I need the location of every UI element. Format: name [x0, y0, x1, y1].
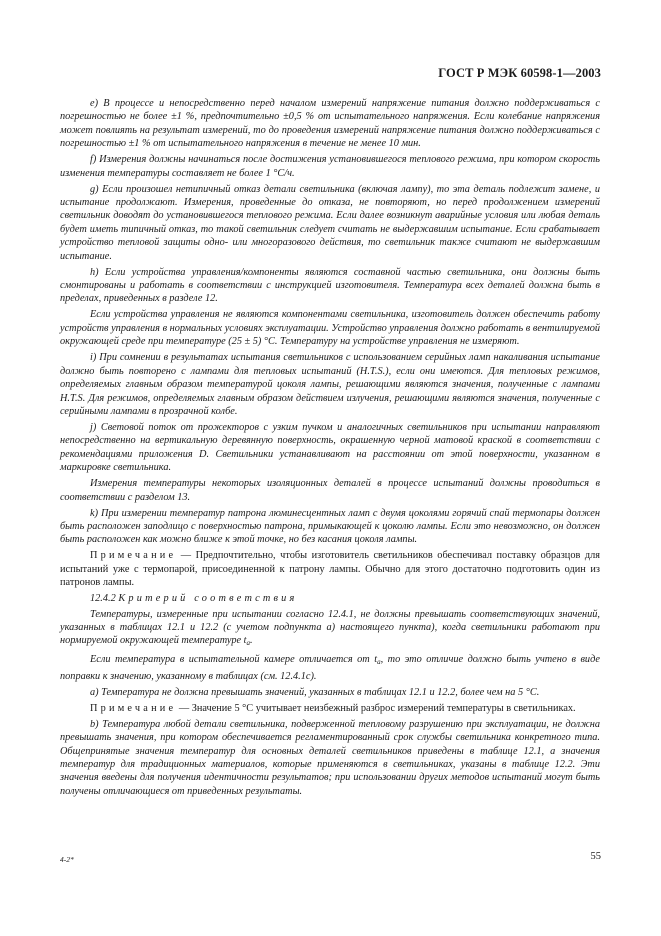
document-body — [60, 97, 600, 801]
note-tolerance — [60, 702, 600, 715]
section-number: 12.4.2 — [90, 593, 116, 605]
paragraph-i: i) При сомнении в результатах испытания светильников с использованием серийных ламп накаливания испытание должно быть повторено с лампами для тепловых испытаний (H.T.S.), если они имеются. Для тепловых режимов, определяемых главным образом температурой цоколя лампы, решающими являются значения, полученные с лампами H.T.S. Для режимов, определяемых главным образом действием излучения, решающими являются значения, полученные с серийными лампами в прозрачной колбе. — [60, 352, 600, 417]
paragraph-k: k) При измерении температур патрона люминесцентных ламп с двумя цоколями горячий спай термопары должен быть расположен заподлицо с поверхностью патрона, примыкающей к цоколю лампы. Если это невозможно, он должен быть расположен как можно ближе к этой точке, но без касания цоколя лампы. — [60, 507, 600, 546]
paragraph-b: b) Температура любой детали светильника, подверженной тепловому разрушению при эксплуатации, не должна превышать значения, при котором обеспечивается регламентированный срок службы светильника конкретного типа. Общепринятые значения температур для основных деталей светильников приведены в таблице 12.1, а значения температур для традиционных материалов, которые применяются в светильниках, указаны в таблице 12.2. Эти значения введены для получения идентичности результатов; при использовании других методов испытаний могут быть получены отличающиеся от приведенных результаты. — [60, 718, 600, 797]
page-number: 55 — [590, 851, 601, 862]
paragraph-control-gear: Если устройства управления не являются компонентами светильника, изготовитель должен обеспечить работу устройств управления в нормальных условиях эксплуатации. Устройство управления должно работать в вентилируемой окружающей среде при температуре (25 ± 5) °С. Температуру на устройстве управления не измеряют. — [60, 309, 600, 348]
criterion-subscript: a — [246, 639, 251, 648]
paragraph-j: j) Световой поток от прожекторов с узким пучком и аналогичных светильников при испытании направляют непосредственно на вертикальную деревянную поверхность, окрашенную черной матовой краской в соответствии с рекомендациями приложения D. Светильники устанавливают на расстоянии от этой поверхности, указанном в маркировке светильника. — [60, 421, 600, 474]
paragraph-e: е) В процессе и непосредственно перед началом измерений напряжение питания должно поддерживаться с погрешностью не более ±1 %, предпочтительно ±0,5 % от испытательного напряжения. Если колебание напряжения может повлиять на результат измерений, то до проведения измерений напряжение питания должно поддерживаться с погрешностью ±1 % от испытательного напряжения в течение не менее 10 мин. — [60, 98, 600, 150]
chamber-text-a: Если температура в испытательной камере отличается от t — [90, 654, 378, 666]
chamber-text-b: , то это отличие должно быть учтено в виде поправки к значению, указанному в таблицах (см. 12.4.1с). — [60, 654, 600, 682]
chamber-subscript: a — [377, 658, 381, 667]
note-label: Примечание — [90, 550, 177, 562]
note-text: — Значение 5 °С учитывает неизбежный разброс измерений температуры в светильниках. — [176, 702, 576, 714]
note-thermocouple — [60, 549, 600, 589]
paragraph-criterion: Температуры, измеренные при испытании согласно 12.4.1, не должны превышать соответствующих значений, указанных в таблицах 12.1 и 12.2 (с учетом подпункта а) настоящего пункта), когда светильники работают при нормируемой окружающей температуре $t_a$. — [60, 608, 600, 648]
paragraph-chamber — [60, 653, 600, 683]
criterion-text: Температуры, измеренные при испытании согласно 12.4.1, не должны превышать соответствующих значений, указанных в таблицах 12.1 и 12.2 (с учетом подпункта а) настоящего пункта), когда светильники работают при нормируемой окружающей температуре t — [60, 608, 600, 647]
section-heading — [60, 592, 600, 605]
paragraph-a: а) Температура не должна превышать значений, указанных в таблицах 12.1 и 12.2, более чем на 5 °С. — [90, 686, 540, 698]
section-title: Критерий соответствия — [118, 593, 298, 605]
paragraph-f: f) Измерения должны начинаться после достижения установившегося теплового режима, при котором скорость изменения температуры составляет не более 1 °С/ч. — [60, 154, 600, 179]
paragraph-g: g) Если произошел нетипичный отказ детали светильника (включая лампу), то эта деталь подлежит замене, и испытание продолжают. Измерения, проведенные до отказа, не повторяют, но перед продолжением измерений светильник доводят до установившегося теплового режима. Если далее возникнут аварийные условия или любая деталь будет иметь типичный отказ, то такой светильник следует считать не выдержавшим испытание. Если срабатывает устройство тепловой защиты одно- или многоразового действия, то светильник также считают не выдержавшим испытание. — [60, 183, 600, 262]
paragraph-insulation: Измерения температуры некоторых изоляционных деталей в процессе испытаний должны проводиться в соответствии с разделом 13. — [60, 478, 600, 503]
paragraph-h: h) Если устройства управления/компоненты являются составной частью светильника, они должны быть смонтированы и работать в соответствии с инструкцией изготовителя. Температура всех деталей должна быть в пределах, приведенных в разделе 12. — [60, 266, 600, 305]
standard-header: ГОСТ Р МЭК 60598-1—2003 — [438, 66, 601, 80]
note-label: Примечание — [90, 702, 177, 714]
footer-mark: 4-2* — [60, 855, 74, 864]
note-text: — Предпочтительно, чтобы изготовитель светильников обеспечивал поставку образцов для испытаний уже с термопарой, присоединенной к патрону лампы. Обычно для этого достаточно подготовить один из патронов лампы. — [60, 550, 600, 589]
